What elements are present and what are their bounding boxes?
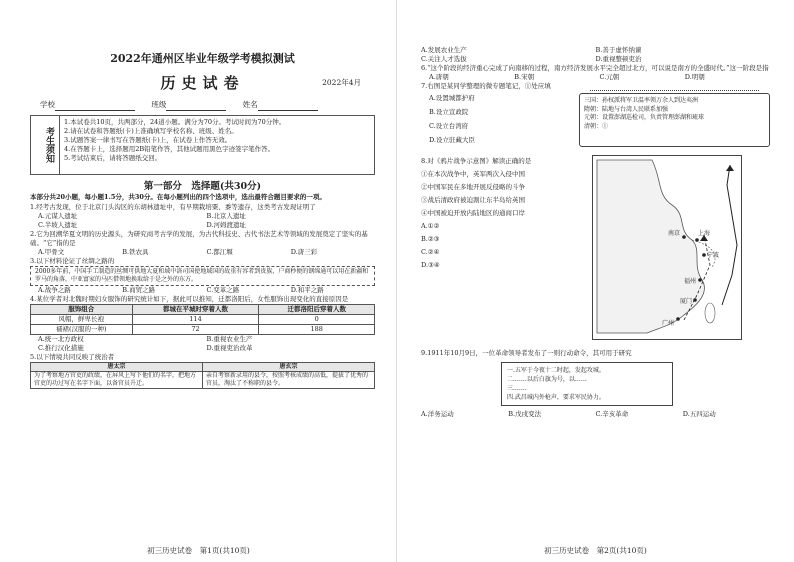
notice-list — [60, 116, 374, 174]
question-5 — [30, 353, 375, 389]
option-c[interactable]: C.半坡人遗址 — [38, 220, 78, 229]
table-cell: 为了考察地方官吏的政绩，在屏风上写下他们的名字，把地方官吏的功过写在名字下面，以备官员升迁。 — [31, 371, 203, 388]
question-stem: 2.它为回溯华夏文明的历史源头，为研究商考古学的发展，为古代科技史、古代书法艺术等领域的发展奠定了坚实的基础。“它”指的是 — [30, 229, 368, 247]
notice-item: 2.请在试卷和答题纸(卡)上准确填写学校名称、班级、姓名。 — [64, 126, 238, 135]
statement-item: ④中国被迫开放内陆地区的通商口岸 — [421, 209, 525, 217]
question-stem: 1.经考古发现，位于北京门头沟区的东胡林遗址中，有早期栽培粟、黍等遗存，这类考古发现证明了 — [30, 202, 316, 211]
option-b[interactable]: B.戊戌变法 — [508, 410, 542, 418]
options-list — [421, 91, 579, 147]
note-line: 隋朝：陆地与台湾人民联系加强 — [584, 105, 669, 113]
map-label: 宁波 — [707, 252, 720, 259]
opium-war-map — [592, 155, 770, 343]
question-stem: 7.右图是某同学整理的微专题笔记，①处应填 — [421, 82, 551, 90]
question-stem: 8.对《鸦片战争示意图》解读正确的是 — [421, 157, 532, 165]
class-field[interactable] — [166, 102, 226, 111]
option-b[interactable]: B.善于虚怀纳谏 — [595, 46, 642, 54]
option-d[interactable]: D.明朝 — [684, 73, 705, 81]
table-cell: 0 — [259, 314, 375, 324]
option-d[interactable]: D.③④ — [421, 261, 440, 269]
student-info-line — [40, 100, 375, 111]
table-cell: 72 — [132, 324, 259, 334]
school-label: 学校 — [40, 100, 55, 109]
option-b[interactable]: B.设立宣政院 — [429, 108, 469, 116]
option-c[interactable]: C.推行汉化措施 — [38, 343, 84, 352]
question-9 — [421, 349, 770, 419]
map-label: 福州 — [684, 278, 697, 285]
table-cell: 风帽，鲜卑长袍 — [31, 314, 133, 324]
map-label: 南京 — [668, 230, 681, 237]
statement-item: ②中国军民在多地开展反侵略的斗争 — [421, 183, 525, 191]
table-header: 迁都洛阳后穿着人数 — [259, 304, 375, 314]
option-c[interactable]: C.关注人才选拔 — [421, 55, 467, 63]
option-d[interactable]: D.五四运动 — [682, 410, 716, 418]
option-b[interactable]: B.商贸之路 — [122, 285, 156, 294]
question-stem: 5.以下情境共同反映了统治者 — [30, 352, 115, 361]
option-d[interactable]: D.唐三彩 — [290, 247, 318, 256]
table-cell: 114 — [132, 314, 259, 324]
page-2 — [397, 0, 794, 562]
option-a[interactable]: A.甲骨文 — [38, 247, 65, 256]
option-a[interactable]: A.洋务运动 — [421, 410, 454, 418]
name-field[interactable] — [258, 102, 318, 111]
option-a[interactable]: A.统一北方政权 — [38, 334, 84, 343]
question-stem: 4.某位学者对北魏时期妇女服饰的研究统计如下，据此可以推知，迁都洛阳后，女性服饰出现变化的直接原因是 — [30, 294, 349, 303]
question-6 — [421, 64, 770, 82]
clothing-table — [30, 304, 375, 335]
table-header: 都城在平城时穿着人数 — [132, 304, 259, 314]
statement-item: ③战后清政府被迫割让东半岛给英国 — [421, 196, 525, 204]
table-header: 唐玄宗 — [203, 362, 375, 371]
question-stem: 3.以下材料论证了丝绸之路的 — [30, 256, 115, 265]
material-box: 2000多年前，中国手工制造的丝绸可供地大夏和域中洛司国使地域国的故重有容者到贵族，户商秒便的钢绵通可以用在新疆和罗马的角落，中亚富家的马匹借领地换取给于是之外的东方。 — [30, 266, 375, 286]
option-c[interactable]: C.变革之路 — [206, 285, 240, 294]
order-line: 四.武昌城内外枪声，要求军民协力。 — [507, 394, 605, 401]
option-a[interactable]: A.元谋人遗址 — [38, 211, 78, 220]
name-label: 姓名 — [242, 100, 258, 109]
table-header: 唐太宗 — [31, 362, 203, 371]
option-b[interactable]: B.②③ — [421, 235, 440, 243]
table-row — [31, 371, 375, 388]
option-c[interactable]: C.元朝 — [599, 73, 620, 81]
option-c[interactable]: C.辛亥革命 — [595, 410, 629, 418]
statement-item: ①在本次战争中，英军两次入侵中国 — [421, 170, 525, 178]
table-cell: 亲自考察新录用的县令，按照考核成绩的高低，提拔了优秀的官员，淘汰了不称职的县令。 — [203, 371, 375, 388]
notice-item: 1.本试卷共10页，共两部分，24道小题。满分为70分。考试时间为70分钟。 — [64, 117, 286, 126]
question-8 — [421, 155, 770, 343]
option-c[interactable]: C.②④ — [421, 248, 440, 256]
map-label: 上海 — [698, 230, 711, 237]
notice-item: 5.考试结束后，请将答题纸交回。 — [64, 153, 162, 162]
question-1 — [30, 203, 375, 230]
class-label: 班级 — [151, 100, 167, 109]
question-stem: 9.1911年10月9日，一位革命领导者发布了一则行动命令，其可用于研究 — [421, 349, 632, 357]
table-row — [31, 324, 375, 334]
part-title: 第一部分 选择题(共30分) — [143, 180, 262, 192]
option-d[interactable]: D.河姆渡遗址 — [206, 220, 247, 229]
note-binding — [590, 90, 759, 95]
school-field[interactable] — [55, 102, 135, 111]
emperor-table — [30, 362, 375, 389]
table-cell: 襦裙(汉服的一种) — [31, 324, 133, 334]
note-line: 元朝：设置澎湖巡检司，负责管理澎湖和琉球 — [584, 114, 705, 121]
option-d[interactable]: D.重视整顿吏治 — [595, 55, 642, 63]
question-5-options — [421, 46, 770, 64]
map-label: 厦门 — [680, 298, 693, 305]
order-line: 三.…… — [507, 385, 527, 392]
subject-title: 历史试卷 — [160, 74, 245, 92]
table-header: 服饰组合 — [31, 304, 133, 314]
exam-date: 2022年4月 — [322, 78, 361, 87]
map-svg — [592, 155, 742, 340]
order-line: 一.五军于今夜十二时起，发起攻城。 — [507, 367, 605, 374]
exam-title: 2022年通州区毕业年级学考模拟测试 — [110, 52, 295, 65]
page-footer: 初三历史试卷 第1页(共10页) — [147, 546, 250, 555]
option-c[interactable]: C.设立台湾府 — [429, 122, 469, 130]
question-7 — [421, 82, 770, 147]
question-stem: 6.“这个阶段的经济重心完成了向南移的过程，南方经济发展水平完全超过北方，可以说是南方的全盛时代。”这一阶段是指 — [421, 64, 769, 72]
option-a[interactable]: A.战争之路 — [38, 285, 71, 294]
option-d[interactable]: D.和平之路 — [290, 285, 324, 294]
option-b[interactable]: B.北京人遗址 — [206, 211, 246, 220]
option-d[interactable]: D.设立驻藏大臣 — [429, 136, 476, 144]
page-footer: 初三历史试卷 第2页(共10页) — [544, 546, 647, 555]
option-b[interactable]: B.宋朝 — [514, 73, 535, 81]
option-b[interactable]: B.铁农具 — [122, 247, 149, 256]
notice-item: 3.试题答案一律书写在答题纸(卡)上，在试卷上作答无效。 — [64, 135, 232, 144]
option-d[interactable]: D.重视吏治改革 — [206, 343, 253, 352]
option-a[interactable]: A.①② — [421, 222, 440, 230]
notice-item: 4.在答题卡上，选择题用2B铅笔作答，其他试题用黑色字迹签字笔作答。 — [64, 144, 275, 153]
order-document — [501, 362, 673, 406]
table-row — [31, 314, 375, 324]
question-3 — [30, 257, 375, 295]
order-line: 二.……以后白旗为号，以…… — [507, 376, 587, 383]
option-a[interactable]: A.设置城都护府 — [429, 94, 475, 102]
part-instruction: 本部分共20小题，每小题1.5分，共30分。在每小题列出的四个选项中，选出最符合题目要求的一项。 — [30, 192, 326, 201]
study-note-card — [579, 93, 770, 147]
option-c[interactable]: C.都江堰 — [206, 247, 233, 256]
map-label: 广州 — [662, 320, 675, 327]
exam-notice-box — [30, 115, 375, 175]
option-a[interactable]: A.唐朝 — [429, 73, 449, 81]
option-a[interactable]: A.发展农业生产 — [421, 46, 467, 54]
table-cell: 188 — [259, 324, 375, 334]
notice-label: 考生须知 — [31, 116, 60, 174]
note-line: 三国：孙权派将军卫温率领万余人到达夷洲 — [584, 97, 699, 104]
question-2 — [30, 230, 375, 257]
note-line: 清朝：① — [584, 122, 609, 130]
question-4 — [30, 295, 375, 353]
option-b[interactable]: B.重视农业生产 — [206, 334, 253, 343]
